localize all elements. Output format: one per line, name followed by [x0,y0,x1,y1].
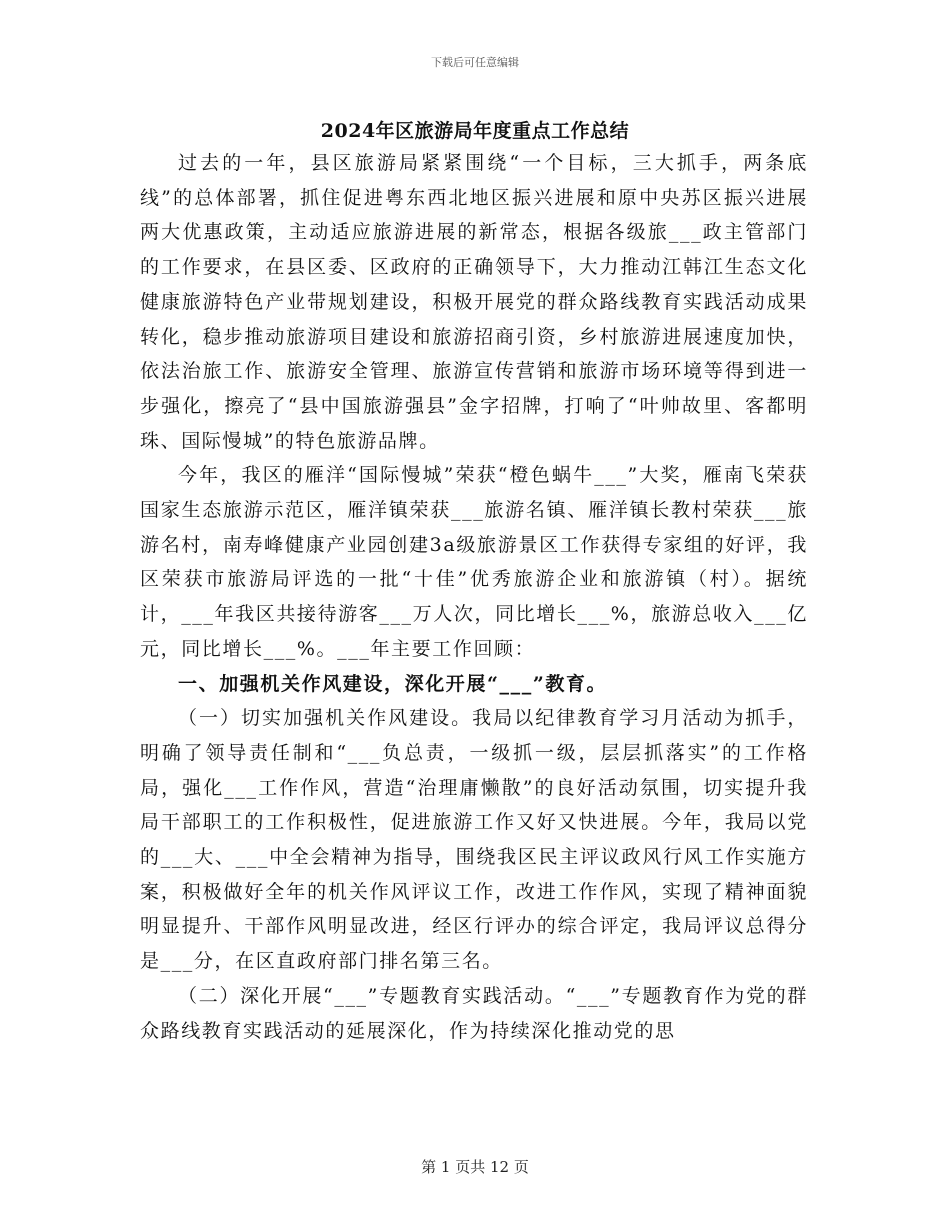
paragraph-achievements: 今年，我区的雁洋“国际慢城”荣获“橙色蜗牛___”大奖，雁南飞荣获国家生态旅游示范区，雁洋镇荣获___旅游名镇、雁洋镇长教村荣获___旅游名村，南寿峰健康产业园创建3a级旅游景区工作获得专家组的好评，我区荣获市旅游局评选的一批“十佳”优秀旅游企业和旅游镇（村）。据统计，___年我区共接待游客___万人次，同比增长___%，旅游总收入___亿元，同比增长___%。___年主要工作回顾： [140,464,808,660]
section-heading-1: 一、加强机关作风建设，深化开展“___”教育。 [178,672,608,695]
document-title: 2024年区旅游局年度重点工作总结 [320,120,630,142]
paragraph-subsection-1: （一）切实加强机关作风建设。我局以纪律教育学习月活动为抓手，明确了领导责任制和“___负总责，一级抓一级，层层抓落实”的工作格局，强化___工作作风，营造“治理庸懒散”的良好活动氛围，切实提升我局干部职工的工作积极性，促进旅游工作又好又快进展。今年，我局以党的___大、___中全会精神为指导，围绕我区民主评议政风行风工作实施方案，积极做好全年的机关作风评议工作，改进工作作风，实现了精神面貌明显提升、干部作风明显改进，经区行评办的综合评定，我局评议总得分是___分，在区直政府部门排名第三名。 [140,707,808,973]
header-note: 下载后可任意编辑 [431,56,519,69]
document-body [140,146,808,1048]
paragraph-intro: 过去的一年，县区旅游局紧紧围绕“一个目标，三大抓手，两条底线”的总体部署，抓住促进粤东西北地区振兴进展和原中央苏区振兴进展两大优惠政策，主动适应旅游进展的新常态，根据各级旅___政主管部门的工作要求，在县区委、区政府的正确领导下，大力推动江韩江生态文化健康旅游特色产业带规划建设，积极开展党的群众路线教育实践活动成果转化，稳步推动旅游项目建设和旅游招商引资，乡村旅游进展速度加快，依法治旅工作、旅游安全管理、旅游宣传营销和旅游市场环境等得到进一步强化，擦亮了“县中国旅游强县”金字招牌，打响了“叶帅故里、客都明珠、国际慢城”的特色旅游品牌。 [140,152,808,452]
paragraph-subsection-2: （二）深化开展“___”专题教育实践活动。“___”专题教育作为党的群众路线教育实践活动的延展深化，作为持续深化推动党的思 [140,984,808,1042]
page-footer: 第 1 页共 12 页 [421,1158,529,1176]
